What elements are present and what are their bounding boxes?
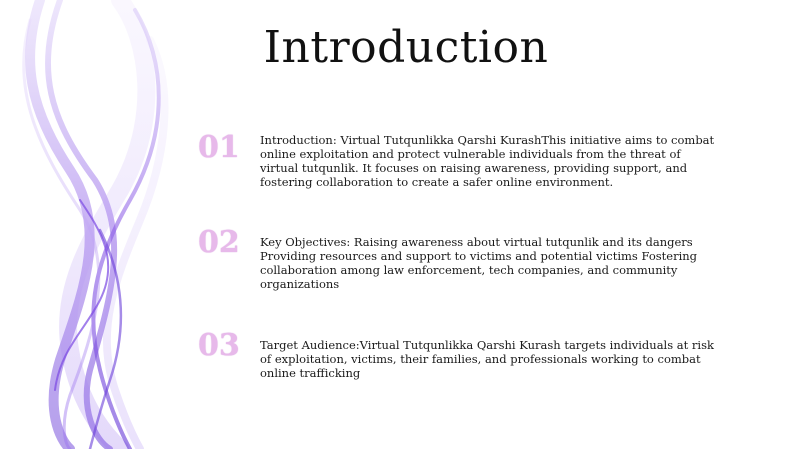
item-number: 03 xyxy=(198,328,240,363)
item-number: 02 xyxy=(198,225,240,260)
page-title: Introduction xyxy=(263,22,549,73)
item-number: 01 xyxy=(198,130,240,165)
item-text: Target Audience:Virtual Tutqunlikka Qarshi Kurash targets individuals at risk of exploitation, victims, their families, and professionals working to combat online trafficking xyxy=(260,338,714,380)
item-text: Introduction: Virtual Tutqunlikka Qarshi KurashThis initiative aims to combat online exploitation and protect vulnerable individuals from the threat of virtual tutqunlik. It focuses on raising awareness, providing support, and fostering collaboration to create a safer online environment. xyxy=(260,133,715,189)
item-text: Key Objectives: Raising awareness about virtual tutqunlik and its dangers Providing resources and support to victims and potential victims Fostering collaboration among law enforcement, tech companies, and community organizations xyxy=(260,235,698,291)
decorative-ribbon-image xyxy=(0,0,200,449)
